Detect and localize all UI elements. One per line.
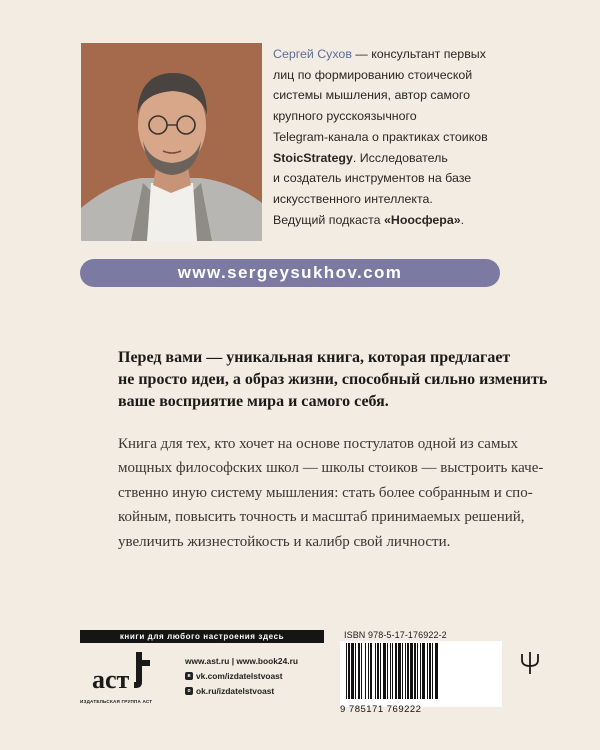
body-paragraph bbox=[118, 432, 544, 554]
bio-line: крупного русскоязычного bbox=[273, 109, 417, 124]
website-link[interactable]: www.sergeysukhov.com bbox=[80, 259, 500, 287]
bio-line: — консультант первых bbox=[355, 47, 486, 61]
vk-link[interactable] bbox=[185, 668, 298, 683]
podcast-suffix: . bbox=[460, 212, 465, 227]
bio-line: искусственного интеллекта. bbox=[273, 191, 433, 206]
bio-line: Telegram-канала о практиках стоиков bbox=[273, 129, 488, 144]
publisher-tagline: книги для любого настроения здесь bbox=[80, 630, 324, 643]
lead-line: Перед вами — уникальная книга, которая предлагает bbox=[118, 349, 511, 366]
body-line: мощных философских школ — школы стоиков — выстроить каче- bbox=[118, 460, 544, 477]
publisher-group-name: ИЗДАТЕЛЬСКАЯ ГРУППА АСТ bbox=[80, 699, 153, 704]
body-line: койным, повысить точность и масштаб принимаемых решений, bbox=[118, 509, 525, 526]
publisher-links bbox=[185, 653, 298, 698]
logo-text: аст bbox=[92, 665, 130, 692]
body-line: увеличить жизнестойкость и калибр свой личности. bbox=[118, 533, 451, 550]
psi-icon bbox=[520, 650, 540, 676]
brand-name: StoicStrategy bbox=[273, 150, 353, 165]
bio-line: лиц по формированию стоической bbox=[273, 67, 473, 82]
bio-line: и создатель инструментов на базе bbox=[273, 171, 472, 186]
lead-line: ваше восприятие мира и самого себя. bbox=[118, 393, 389, 410]
vk-link-text: vk.com/izdatelstvoast bbox=[196, 670, 283, 681]
podcast-prefix: Ведущий подкаста bbox=[273, 212, 384, 227]
isbn-label: ISBN 978-5-17-176922-2 bbox=[344, 630, 447, 640]
author-name: Сергей Сухов bbox=[273, 47, 352, 61]
bio-line: системы мышления, автор самого bbox=[273, 88, 471, 103]
barcode bbox=[340, 641, 502, 707]
lead-paragraph bbox=[118, 347, 548, 413]
barcode-bars bbox=[340, 641, 502, 703]
ok-link[interactable] bbox=[185, 683, 298, 698]
author-bio bbox=[273, 44, 538, 230]
barcode-number: 9 785171 769222 bbox=[340, 704, 422, 715]
lead-line: не просто идеи, а образ жизни, способный сильно изменить bbox=[118, 371, 548, 388]
podcast-name: «Ноосфера» bbox=[384, 212, 461, 227]
body-line: Книга для тех, кто хочет на основе постулатов одной из самых bbox=[118, 436, 519, 452]
publisher-logo bbox=[90, 648, 160, 692]
author-photo bbox=[81, 43, 262, 241]
ok-link-text: ok.ru/izdatelstvoast bbox=[196, 685, 275, 696]
vk-icon: в bbox=[185, 672, 193, 680]
body-line: ственно иную систему мышления: стать более собранным и спо- bbox=[118, 484, 533, 501]
bio-line: . Исследователь bbox=[352, 150, 448, 165]
ok-icon: о bbox=[185, 687, 193, 695]
publisher-sites[interactable]: www.ast.ru | www.book24.ru bbox=[185, 655, 298, 666]
